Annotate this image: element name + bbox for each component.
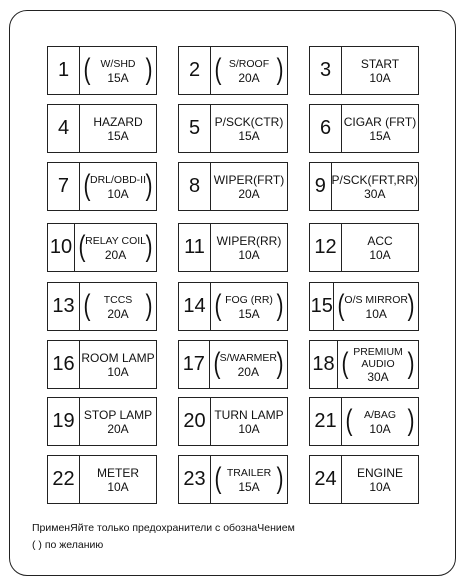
- fuse-circuit-name: METER: [97, 465, 139, 480]
- fuse-9: [309, 162, 419, 211]
- fuse-11: [178, 223, 288, 272]
- fuse-15: [309, 282, 419, 331]
- fuse-number: 9: [310, 163, 332, 210]
- fuse-amperage: 15A: [107, 128, 129, 143]
- fuse-amperage: 10A: [365, 306, 387, 321]
- fuse-amperage: 10A: [107, 479, 129, 494]
- fuse-13: [47, 282, 157, 331]
- fuse-number: 13: [48, 283, 80, 330]
- optional-right-paren: ): [407, 347, 415, 380]
- fuse-amperage: 15A: [238, 306, 260, 321]
- fuse-spec: [332, 163, 418, 210]
- optional-left-paren: (: [78, 230, 86, 263]
- fuse-16: [47, 340, 157, 389]
- fuse-amperage: 15A: [369, 128, 391, 143]
- fuse-4: [47, 104, 157, 153]
- fuse-number: 21: [310, 398, 342, 445]
- fuse-circuit-name: TURN LAMP: [214, 407, 284, 422]
- fuse-circuit-name: RELAY COIL: [85, 234, 146, 247]
- fuse-2: [178, 46, 288, 95]
- fuse-spec: [342, 105, 418, 152]
- fuse-amperage: 20A: [237, 364, 259, 379]
- fuse-23: [178, 455, 288, 504]
- fuse-spec: [211, 163, 287, 210]
- fuse-number: 11: [179, 224, 211, 271]
- optional-left-paren: (: [83, 289, 91, 322]
- fuse-circuit-name: ENGINE: [356, 465, 403, 480]
- fuse-circuit-name: TCCS: [103, 293, 133, 306]
- fuse-21: [309, 397, 419, 446]
- fuse-1: [47, 46, 157, 95]
- fuse-spec: [334, 283, 418, 330]
- fuse-5: [178, 104, 288, 153]
- fuse-spec: [80, 163, 156, 210]
- fuse-spec: [342, 47, 418, 94]
- fuse-number: 7: [48, 163, 80, 210]
- fuse-number: 6: [310, 105, 342, 152]
- note-line-2: ( ) по желанию: [32, 539, 104, 551]
- fuse-22: [47, 455, 157, 504]
- fuse-amperage: 15A: [107, 70, 129, 85]
- fuse-circuit-name: FOG (RR): [225, 293, 273, 306]
- fuse-spec: [210, 341, 287, 388]
- fuse-number: 10: [48, 224, 75, 271]
- optional-right-paren: ): [276, 289, 284, 322]
- fuse-spec: [342, 224, 418, 271]
- optional-right-paren: ): [276, 347, 284, 380]
- fuse-spec: [342, 456, 418, 503]
- optional-right-paren: ): [407, 289, 415, 322]
- fuse-circuit-name: DRL/OBD-II: [89, 173, 146, 186]
- optional-left-paren: (: [341, 347, 349, 380]
- fuse-number: 16: [48, 341, 80, 388]
- fuse-amperage: 20A: [238, 186, 260, 201]
- fuse-amperage: 30A: [367, 369, 389, 384]
- fuse-number: 3: [310, 47, 342, 94]
- fuse-circuit-name: W/SHD: [100, 57, 136, 70]
- optional-left-paren: (: [83, 169, 91, 202]
- fuse-number: 17: [179, 341, 210, 388]
- optional-left-paren: (: [337, 289, 345, 322]
- fuse-spec: [211, 398, 287, 445]
- fuse-19: [47, 397, 157, 446]
- fuse-circuit-name: CIGAR (FRT): [343, 114, 417, 129]
- fuse-7: [47, 162, 157, 211]
- fuse-number: 24: [310, 456, 342, 503]
- fuse-amperage: 20A: [107, 421, 129, 436]
- fuse-number: 22: [48, 456, 80, 503]
- fuse-17: [178, 340, 288, 389]
- fuse-amperage: 20A: [104, 247, 127, 262]
- fuse-circuit-name: O/S MIRROR: [344, 293, 408, 306]
- fuse-number: 20: [179, 398, 211, 445]
- fuse-number: 1: [48, 47, 80, 94]
- fuse-spec: [75, 224, 156, 271]
- fuse-20: [178, 397, 288, 446]
- fuse-spec: [80, 398, 156, 445]
- fuse-circuit-name: A/BAG: [363, 408, 397, 421]
- fuse-number: 8: [179, 163, 211, 210]
- fuse-amperage: 10A: [107, 364, 129, 379]
- fuse-spec: [211, 283, 287, 330]
- fuse-spec: [80, 456, 156, 503]
- fuse-amperage: 10A: [107, 186, 129, 201]
- fuse-spec: [338, 341, 418, 388]
- fuse-amperage: 10A: [238, 247, 260, 262]
- fuse-spec: [80, 283, 156, 330]
- optional-left-paren: (: [214, 462, 222, 495]
- optional-right-paren: ): [145, 169, 153, 202]
- note-line-1: ПрименЯйте только предохранители с обознаЧением: [32, 522, 295, 534]
- fuse-amperage: 20A: [238, 70, 260, 85]
- fuse-spec: [211, 224, 287, 271]
- optional-right-paren: ): [145, 289, 153, 322]
- fuse-spec: [342, 398, 418, 445]
- fuse-amperage: 10A: [369, 421, 391, 436]
- optional-left-paren: (: [213, 347, 221, 380]
- fuse-24: [309, 455, 419, 504]
- fuse-circuit-name: P/SCK(CTR): [214, 114, 284, 129]
- fuse-14: [178, 282, 288, 331]
- fuse-amperage: 30A: [364, 186, 386, 201]
- optional-right-paren: ): [407, 404, 415, 437]
- fuse-number: 23: [179, 456, 211, 503]
- fuse-3: [309, 46, 419, 95]
- optional-right-paren: ): [145, 53, 153, 86]
- fuse-circuit-name: WIPER(RR): [216, 233, 282, 248]
- fuse-8: [178, 162, 288, 211]
- fuse-circuit-name: S/WARMER: [219, 351, 277, 364]
- fuse-circuit-name: S/ROOF: [228, 57, 270, 70]
- fuse-circuit-name: ROOM LAMP: [81, 350, 155, 365]
- fuse-circuit-name: HAZARD: [93, 114, 143, 129]
- fuse-circuit-name: WIPER(FRT): [213, 172, 285, 187]
- fuse-amperage: 20A: [107, 306, 129, 321]
- fuse-number: 4: [48, 105, 80, 152]
- fuse-amperage: 10A: [369, 247, 391, 262]
- fuse-amperage: 10A: [369, 479, 391, 494]
- fuse-circuit-name: P/SCK(FRT,RR): [331, 172, 418, 187]
- fuse-circuit-name: ACC: [367, 233, 393, 248]
- fuse-spec: [80, 341, 156, 388]
- fuse-number: 14: [179, 283, 211, 330]
- fuse-number: 19: [48, 398, 80, 445]
- fuse-amperage: 15A: [238, 479, 260, 494]
- optional-left-paren: (: [345, 404, 353, 437]
- optional-left-paren: (: [214, 53, 222, 86]
- fuse-circuit-name: PREMIUM AUDIO: [353, 345, 403, 370]
- optional-right-paren: ): [276, 53, 284, 86]
- fuse-number: 2: [179, 47, 211, 94]
- fuse-amperage: 15A: [238, 128, 260, 143]
- fuse-6: [309, 104, 419, 153]
- fuse-12: [309, 223, 419, 272]
- fuse-spec: [211, 47, 287, 94]
- fuse-amperage: 10A: [238, 421, 260, 436]
- fuse-number: 15: [310, 283, 334, 330]
- fuse-number: 5: [179, 105, 211, 152]
- fuse-spec: [80, 47, 156, 94]
- fuse-circuit-name: TRAILER: [226, 466, 272, 479]
- fuse-spec: [211, 456, 287, 503]
- legend-notes: [32, 520, 295, 554]
- optional-right-paren: ): [276, 462, 284, 495]
- fuse-circuit-name: START: [360, 56, 400, 71]
- fuse-number: 12: [310, 224, 342, 271]
- optional-right-paren: ): [145, 230, 153, 263]
- optional-left-paren: (: [214, 289, 222, 322]
- fuse-amperage: 10A: [369, 70, 391, 85]
- optional-left-paren: (: [83, 53, 91, 86]
- fuse-spec: [211, 105, 287, 152]
- fuse-spec: [80, 105, 156, 152]
- fuse-18: [309, 340, 419, 389]
- fuse-circuit-name: STOP LAMP: [83, 407, 153, 422]
- fuse-number: 18: [310, 341, 338, 388]
- fuse-10: [47, 223, 157, 272]
